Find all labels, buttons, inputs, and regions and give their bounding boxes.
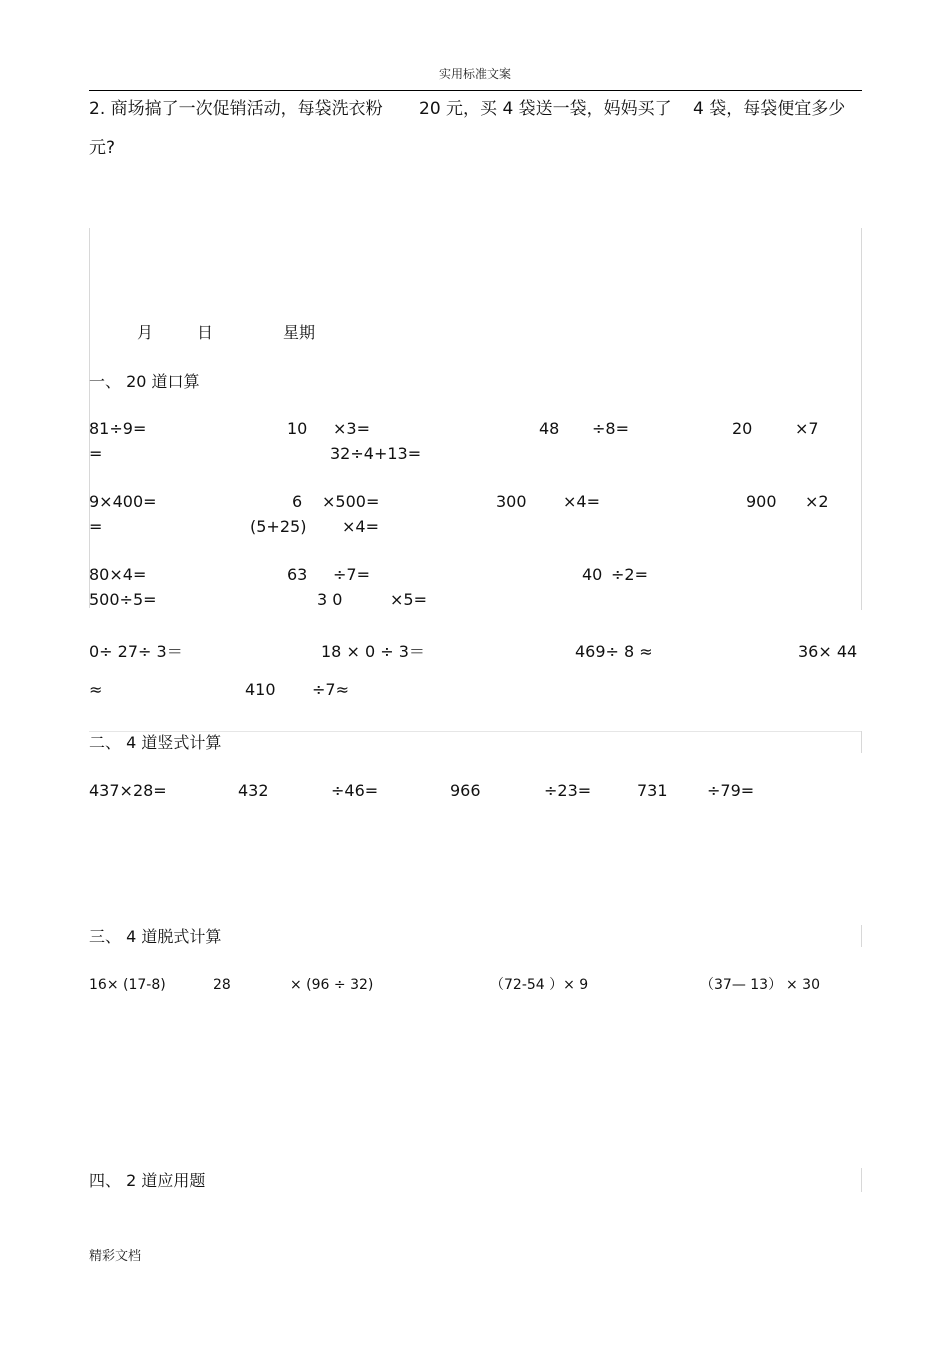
calc-item: ×2 — [805, 492, 829, 511]
calc-item: 48 — [539, 419, 560, 438]
table-border-right-4 — [861, 1168, 862, 1192]
date-weekday: 星期 — [283, 323, 316, 342]
step-calc-item: × 30 — [786, 977, 820, 993]
calc-item: ≈ — [89, 680, 103, 699]
calc-item: 36× 44 — [798, 642, 858, 661]
vertical-calc-item: 731 — [637, 781, 668, 800]
table-border-right — [861, 228, 862, 610]
section4-title: 四、 2 道应用题 — [89, 1171, 206, 1190]
calc-item: 500÷5= — [89, 590, 157, 609]
page-header: 实用标准文案 — [438, 67, 511, 81]
calc-item: ×7 — [795, 419, 819, 438]
calc-item: 32÷4+13= — [330, 444, 422, 463]
calc-item: 20 — [732, 419, 753, 438]
table-border-right-3 — [861, 925, 862, 947]
table-border-right-2 — [861, 731, 862, 753]
page-footer: 精彩文档 — [89, 1249, 142, 1264]
table-border-left — [89, 228, 90, 608]
vertical-calc-item: 432 — [238, 781, 269, 800]
calc-item: ×5= — [390, 590, 427, 609]
section1-title: 一、 20 道口算 — [89, 372, 200, 391]
calc-item: ÷7≈ — [312, 680, 349, 699]
calc-item: ÷7= — [333, 565, 370, 584]
calc-item: 9×400= — [89, 492, 157, 511]
calc-item: (5+25) — [250, 517, 307, 536]
step-calc-item: × (96 ÷ 32) — [290, 977, 374, 993]
calc-item: 300 — [496, 492, 527, 511]
section3-title: 三、 4 道脱式计算 — [89, 927, 222, 946]
calc-item: = — [89, 517, 103, 536]
calc-item: 81÷9= — [89, 419, 147, 438]
problem2-text-a: 2. 商场搞了一次促销活动，每袋洗衣粉 — [89, 99, 383, 119]
problem2-text-b: 20 元，买 4 袋送一袋，妈妈买了 — [419, 99, 672, 119]
calc-item: = — [89, 444, 103, 463]
calc-item: 10 — [287, 419, 308, 438]
calc-item: 3 0 — [317, 590, 343, 609]
calc-item: ÷8= — [592, 419, 629, 438]
date-day: 日 — [197, 323, 214, 342]
calc-item: 0÷ 27÷ 3＝ — [89, 642, 183, 661]
calc-item: 63 — [287, 565, 308, 584]
calc-item: 80×4= — [89, 565, 147, 584]
vertical-calc-item: 437×28= — [89, 781, 167, 800]
vertical-calc-item: ÷79= — [707, 781, 755, 800]
header-rule — [89, 90, 862, 91]
calc-item: ×4= — [342, 517, 379, 536]
table-border-mid — [89, 731, 862, 732]
vertical-calc-item: ÷46= — [331, 781, 379, 800]
vertical-calc-item: 966 — [450, 781, 481, 800]
section2-title: 二、 4 道竖式计算 — [89, 733, 222, 752]
calc-item: ×3= — [333, 419, 370, 438]
step-calc-item: （37— 13） — [700, 977, 783, 993]
calc-item: 900 — [746, 492, 777, 511]
calc-item: ×4= — [563, 492, 600, 511]
calc-item: 410 — [245, 680, 276, 699]
step-calc-item: 28 — [213, 977, 231, 993]
calc-item: 6 — [292, 492, 303, 511]
calc-item: 18 × 0 ÷ 3＝ — [321, 642, 425, 661]
vertical-calc-item: ÷23= — [544, 781, 592, 800]
problem2-text-c: 4 袋，每袋便宜多少 — [693, 99, 846, 119]
problem2-text-line2: 元? — [89, 138, 116, 158]
calc-item: 40 — [582, 565, 603, 584]
date-month: 月 — [137, 323, 154, 342]
calc-item: ×500= — [322, 492, 380, 511]
calc-item: ÷2= — [611, 565, 648, 584]
step-calc-item: 16× (17-8) — [89, 977, 166, 993]
step-calc-item: （72-54 ）× 9 — [490, 977, 589, 993]
calc-item: 469÷ 8 ≈ — [575, 642, 653, 661]
